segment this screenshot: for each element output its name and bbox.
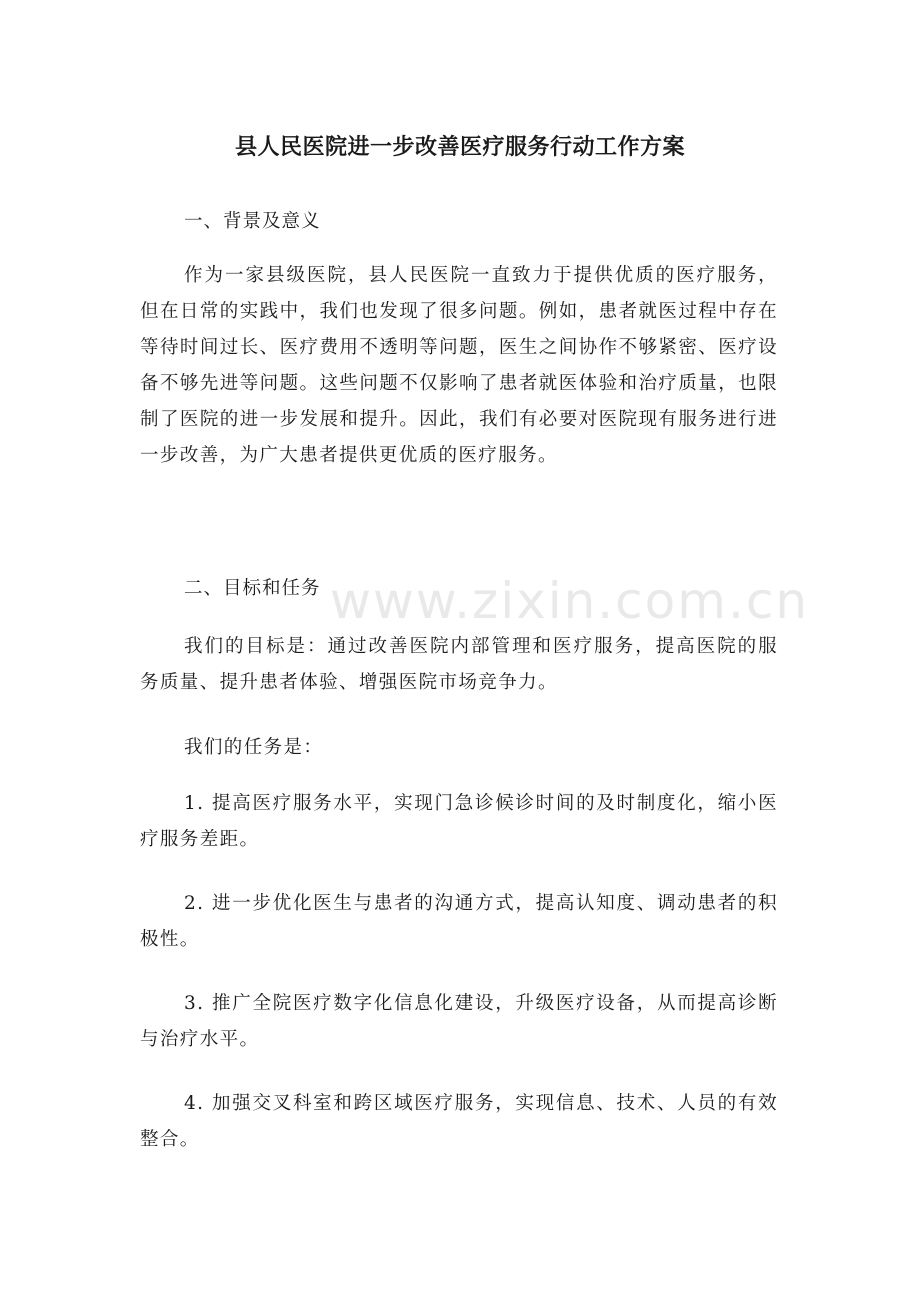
task-item-3: 3. 推广全院医疗数字化信息化建设，升级医疗设备，从而提高诊断与治疗水平。: [140, 993, 778, 1050]
paragraph-background: 作为一家县级医院，县人民医院一直致力于提供优质的医疗服务，但在日常的实践中，我们也发现了很多问题。例如，患者就医过程中存在等待时间过长、医疗费用不透明等问题，医生之间协作不够紧密、医疗设备不够先进等问题。这些问题不仅影响了患者就医体验和治疗质量，也限制了医院的进一步发展和提升。因此，我们有必要对医院现有服务进行进一步改善，为广大患者提供更优质的医疗服务。: [140, 265, 778, 466]
task-item-2: 2. 进一步优化医生与患者的沟通方式，提高认知度、调动患者的积极性。: [140, 893, 778, 950]
watermark: www.zixin.com.cn: [330, 572, 810, 630]
paragraph-tasks-intro: 我们的任务是：: [184, 737, 324, 758]
section-heading-background: 一、背景及意义: [184, 211, 321, 232]
task-item-4: 4. 加强交叉科室和跨区域医疗服务，实现信息、技术、人员的有效整合。: [140, 1093, 778, 1150]
document-title: 县人民医院进一步改善医疗服务行动工作方案: [234, 135, 685, 160]
paragraph-goal: 我们的目标是：通过改善医院内部管理和医疗服务，提高医院的服务质量、提升患者体验、增强医院市场竞争力。: [140, 636, 778, 693]
task-item-1: 1. 提高医疗服务水平，实现门急诊候诊时间的及时制度化，缩小医疗服务差距。: [140, 793, 778, 850]
section-heading-goals: 二、目标和任务: [184, 578, 321, 599]
